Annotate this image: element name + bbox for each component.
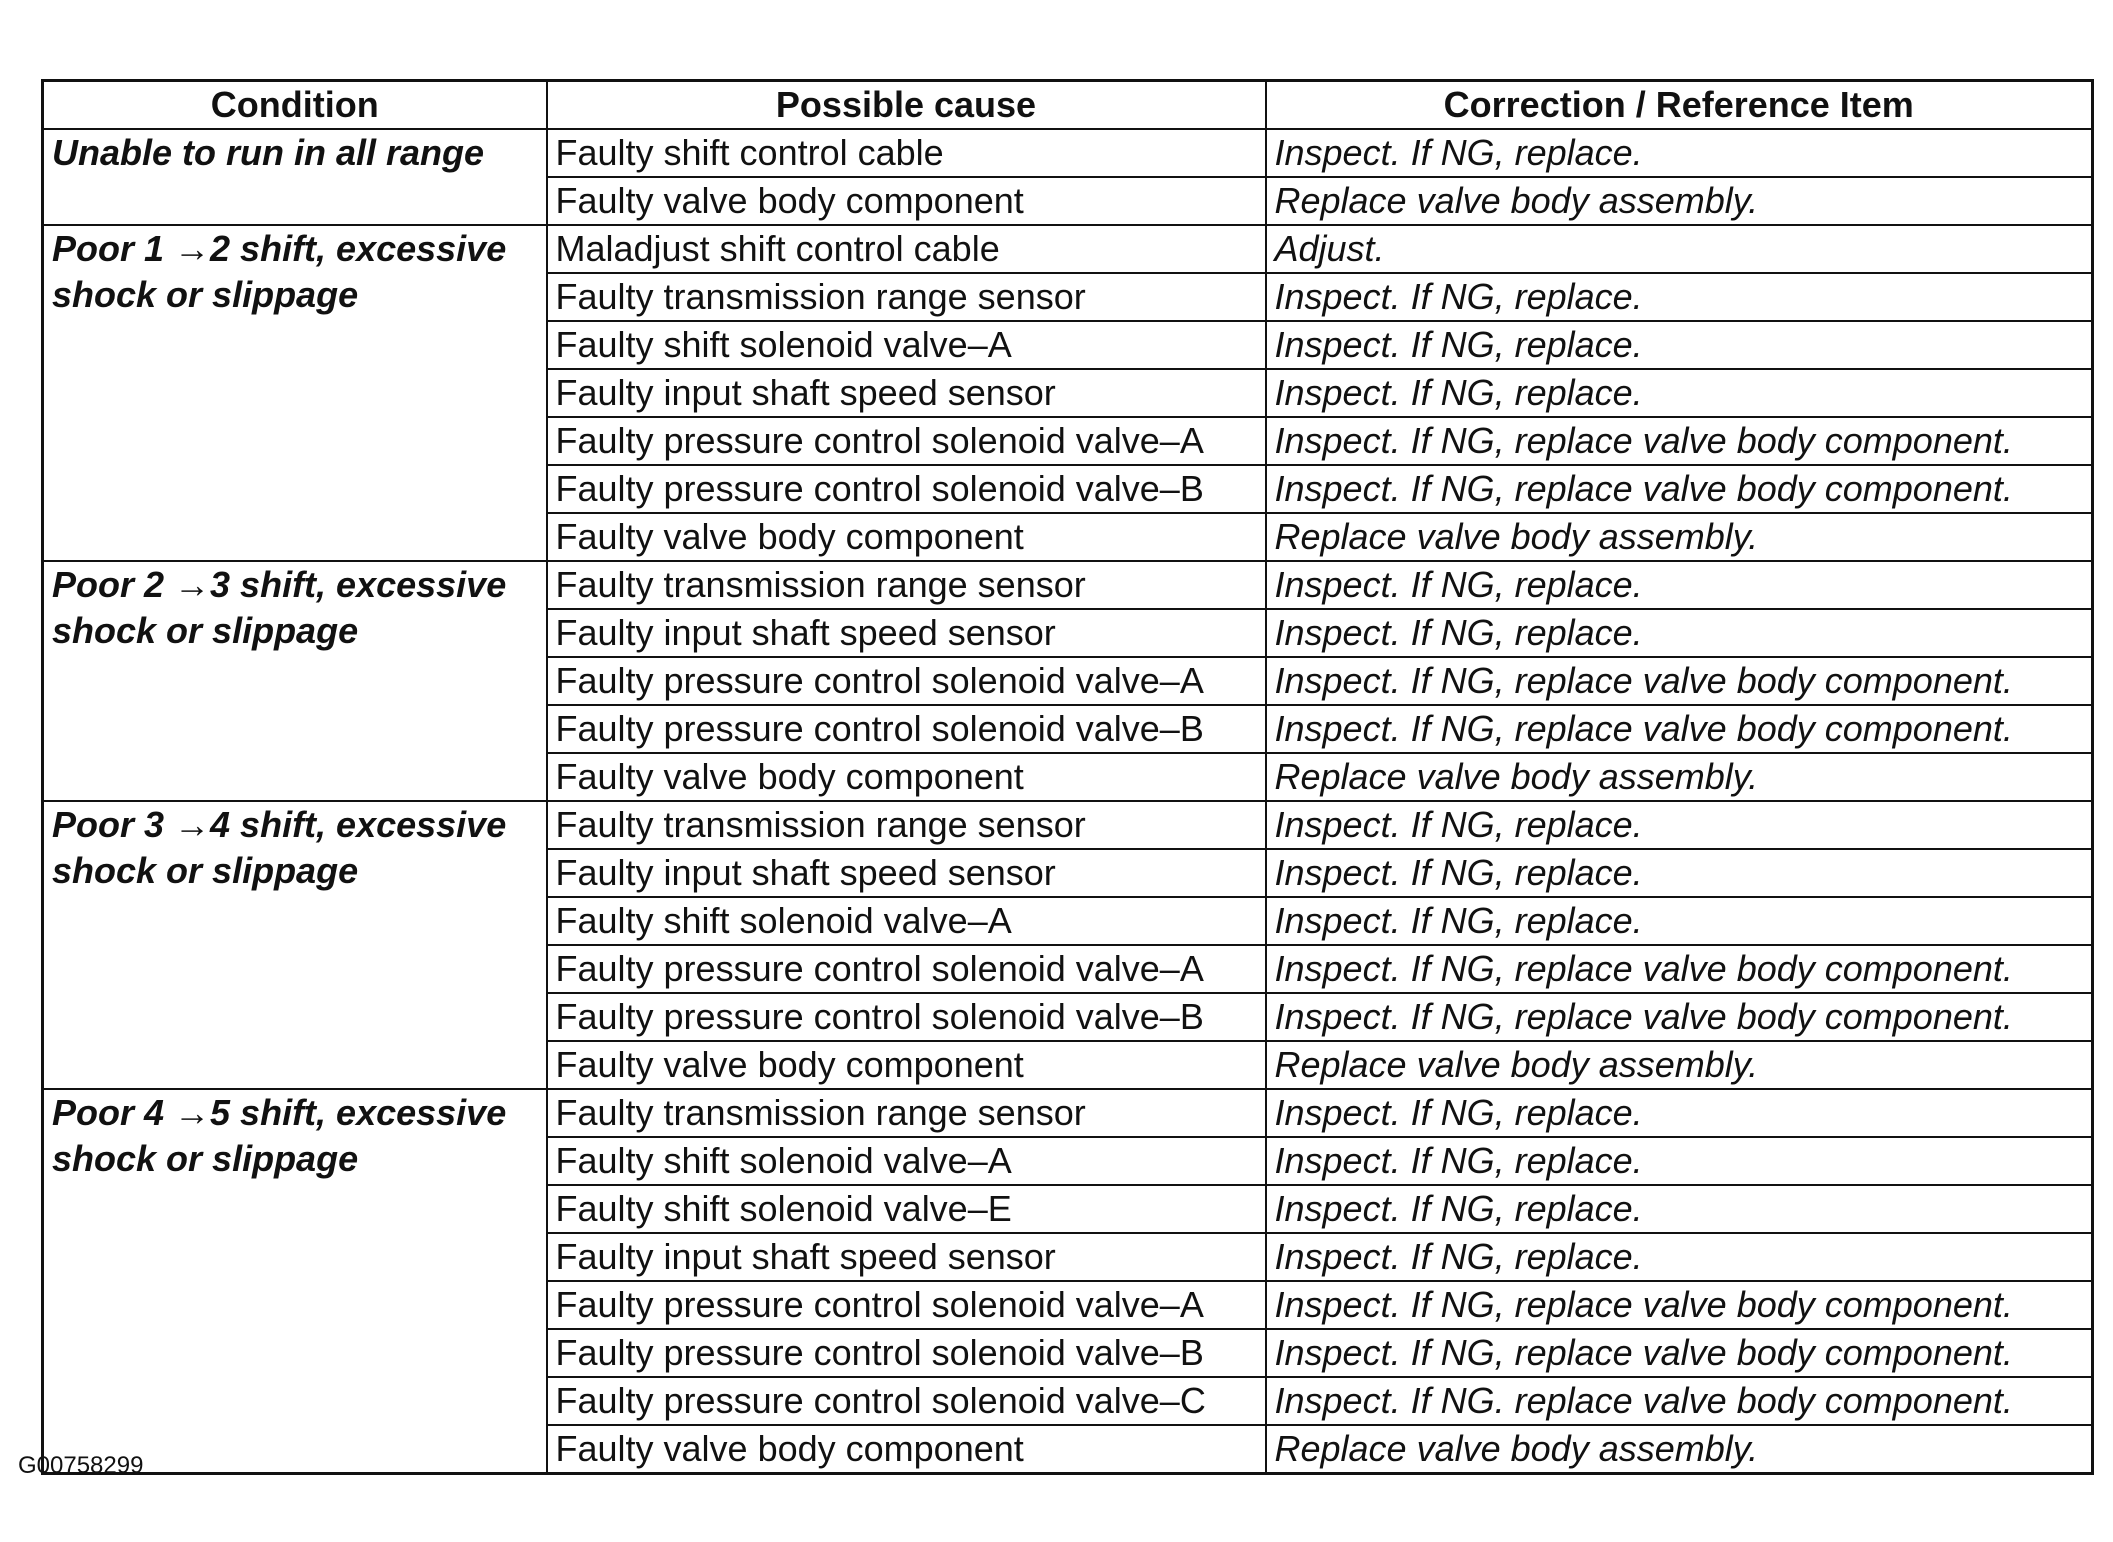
possible-cause-cell: Faulty pressure control solenoid valve–A [547, 657, 1266, 705]
possible-cause-cell: Faulty input shaft speed sensor [547, 1233, 1266, 1281]
table-row [43, 129, 2093, 177]
possible-cause-cell: Faulty valve body component [547, 513, 1266, 561]
possible-cause-cell: Maladjust shift control cable [547, 225, 1266, 273]
correction-cell: Inspect. If NG, replace. [1266, 801, 2093, 849]
table-row [43, 561, 2093, 609]
header-condition: Condition [43, 81, 547, 130]
possible-cause-cell: Faulty transmission range sensor [547, 1089, 1266, 1137]
diagnosis-table [41, 79, 2094, 1475]
condition-cell: Poor 2 →3 shift, excessive shock or slippage [43, 561, 547, 801]
header-correction: Correction / Reference Item [1266, 81, 2093, 130]
correction-cell: Inspect. If NG, replace. [1266, 849, 2093, 897]
condition-cell: Poor 4 →5 shift, excessive shock or slippage [43, 1089, 547, 1474]
possible-cause-cell: Faulty transmission range sensor [547, 273, 1266, 321]
correction-cell: Inspect. If NG, replace. [1266, 561, 2093, 609]
correction-cell: Inspect. If NG, replace. [1266, 129, 2093, 177]
possible-cause-cell: Faulty shift solenoid valve–A [547, 321, 1266, 369]
correction-cell: Replace valve body assembly. [1266, 513, 2093, 561]
correction-cell: Inspect. If NG, replace valve body component. [1266, 1281, 2093, 1329]
table-row [43, 801, 2093, 849]
correction-cell: Inspect. If NG, replace valve body component. [1266, 945, 2093, 993]
correction-cell: Inspect. If NG, replace. [1266, 1185, 2093, 1233]
correction-cell: Inspect. If NG. replace valve body component. [1266, 1377, 2093, 1425]
possible-cause-cell: Faulty input shaft speed sensor [547, 369, 1266, 417]
possible-cause-cell: Faulty valve body component [547, 177, 1266, 225]
table-row [43, 225, 2093, 273]
possible-cause-cell: Faulty shift solenoid valve–A [547, 897, 1266, 945]
correction-cell: Inspect. If NG, replace. [1266, 273, 2093, 321]
condition-cell: Poor 3 →4 shift, excessive shock or slippage [43, 801, 547, 1089]
correction-cell: Inspect. If NG, replace valve body component. [1266, 1329, 2093, 1377]
table-row [43, 1089, 2093, 1137]
possible-cause-cell: Faulty valve body component [547, 1041, 1266, 1089]
correction-cell: Inspect. If NG, replace. [1266, 369, 2093, 417]
correction-cell: Inspect. If NG, replace. [1266, 1233, 2093, 1281]
possible-cause-cell: Faulty valve body component [547, 753, 1266, 801]
possible-cause-cell: Faulty transmission range sensor [547, 561, 1266, 609]
correction-cell: Inspect. If NG, replace. [1266, 1137, 2093, 1185]
figure-id-label: G00758299 [18, 1452, 144, 1479]
possible-cause-cell: Faulty valve body component [547, 1425, 1266, 1474]
condition-cell: Poor 1 →2 shift, excessive shock or slippage [43, 225, 547, 561]
correction-cell: Inspect. If NG, replace valve body component. [1266, 417, 2093, 465]
possible-cause-cell: Faulty pressure control solenoid valve–C [547, 1377, 1266, 1425]
possible-cause-cell: Faulty shift solenoid valve–A [547, 1137, 1266, 1185]
possible-cause-cell: Faulty transmission range sensor [547, 801, 1266, 849]
correction-cell: Adjust. [1266, 225, 2093, 273]
correction-cell: Inspect. If NG, replace valve body component. [1266, 657, 2093, 705]
correction-cell: Inspect. If NG, replace. [1266, 897, 2093, 945]
correction-cell: Inspect. If NG, replace. [1266, 609, 2093, 657]
possible-cause-cell: Faulty pressure control solenoid valve–A [547, 945, 1266, 993]
possible-cause-cell: Faulty pressure control solenoid valve–A [547, 1281, 1266, 1329]
correction-cell: Inspect. If NG, replace valve body component. [1266, 705, 2093, 753]
possible-cause-cell: Faulty pressure control solenoid valve–B [547, 705, 1266, 753]
condition-cell: Unable to run in all range [43, 129, 547, 225]
possible-cause-cell: Faulty pressure control solenoid valve–B [547, 1329, 1266, 1377]
header-row [43, 81, 2093, 130]
correction-cell: Replace valve body assembly. [1266, 177, 2093, 225]
header-possible-cause: Possible cause [547, 81, 1266, 130]
correction-cell: Inspect. If NG, replace. [1266, 321, 2093, 369]
correction-cell: Replace valve body assembly. [1266, 753, 2093, 801]
possible-cause-cell: Faulty pressure control solenoid valve–B [547, 465, 1266, 513]
correction-cell: Inspect. If NG, replace. [1266, 1089, 2093, 1137]
correction-cell: Inspect. If NG, replace valve body component. [1266, 465, 2093, 513]
possible-cause-cell: Faulty shift solenoid valve–E [547, 1185, 1266, 1233]
possible-cause-cell: Faulty input shaft speed sensor [547, 609, 1266, 657]
table-body [43, 129, 2093, 1474]
table-header [43, 81, 2093, 130]
correction-cell: Replace valve body assembly. [1266, 1425, 2093, 1474]
possible-cause-cell: Faulty pressure control solenoid valve–B [547, 993, 1266, 1041]
possible-cause-cell: Faulty input shaft speed sensor [547, 849, 1266, 897]
correction-cell: Replace valve body assembly. [1266, 1041, 2093, 1089]
possible-cause-cell: Faulty pressure control solenoid valve–A [547, 417, 1266, 465]
correction-cell: Inspect. If NG, replace valve body component. [1266, 993, 2093, 1041]
possible-cause-cell: Faulty shift control cable [547, 129, 1266, 177]
